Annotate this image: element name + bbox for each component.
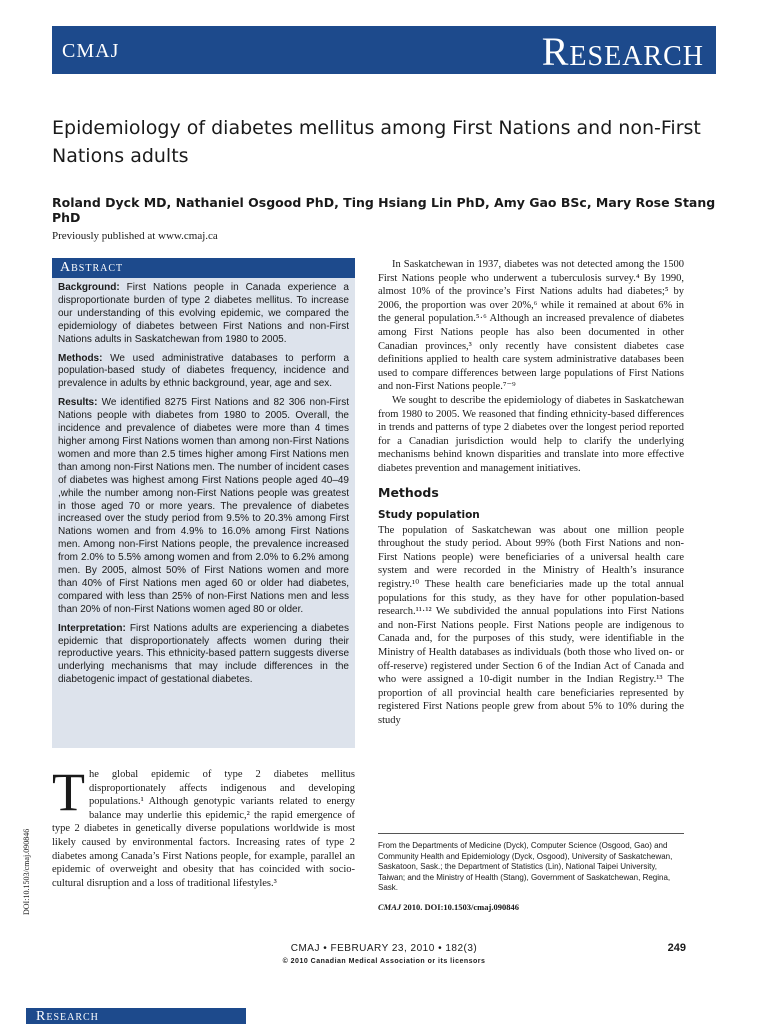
author-list: Roland Dyck MD, Nathaniel Osgood PhD, Ting Hsiang Lin PhD, Amy Gao BSc, Mary Rose Stang PhD [52, 195, 716, 225]
page-number: 249 [667, 942, 686, 954]
background-text: First Nations people in Canada experience a disproportionate burden of type 2 diabetes mellitus. To increase our understanding of this evolving epidemic, we compared the epidemiology of diabetes between First Nations and non-First Nations adults in Saskatchewan from 1980 to 2005. [58, 282, 349, 345]
abstract-methods [58, 353, 349, 392]
copyright-notice: © 2010 Canadian Medical Association or its licensors [282, 958, 486, 965]
side-doi-text: DOI:10.1503/cmaj.090846 [22, 828, 31, 915]
results-label: Results: [58, 397, 98, 409]
body-paragraph-2: We sought to describe the epidemiology of diabetes in Saskatchewan from 1980 to 2005. We reasoned that finding ethnicity-based differences in trends and patterns of type 2 diabetes over the longest period reported for a Canadian jurisdiction would help to clarify the underlying mechanisms behind known disparities and translate into more effective diabetes prevention and management initiatives. [378, 394, 684, 474]
background-label: Background: [58, 282, 120, 293]
abstract-results [58, 397, 349, 616]
previously-published-note: Previously published at www.cmaj.ca [52, 230, 218, 242]
abstract-background [58, 282, 349, 347]
interpretation-text: First Nations adults are experiencing a diabetes epidemic that disproportionately affects women during their reproductive years. This ethnicity-based pattern suggests diverse underlying mechanisms that may include differences in the diabetogenic impact of gestational diabetes. [58, 622, 349, 686]
article-title: Epidemiology of diabetes mellitus among First Nations and non-First Nations adults [52, 117, 701, 167]
side-doi [22, 815, 34, 915]
methods-text: We used administrative databases to perform a population-based study of diabetes frequency, incidence and prevalence in adults by ethnic background, year, age and sex. [58, 352, 349, 390]
journal-name: CMAJ [62, 40, 120, 62]
abstract-interpretation [58, 623, 349, 688]
methods-label: Methods: [58, 352, 103, 364]
methods-heading: Methods [378, 484, 439, 500]
abstract-box [52, 258, 355, 748]
section-name: Research [541, 29, 704, 74]
page-footer: CMAJ • FEBRUARY 23, 2010 • 182(3) [290, 943, 478, 954]
intro-text: he global epidemic of type 2 diabetes mellitus disproportionately affects indigenous and developing populations.¹ Although genotypic variants related to energy balance may underlie this epidemic,² the rapid emergence of type 2 diabetes in genetically diverse populations worldwide is most likely caused by environmental factors. Increasing rates of type 2 diabetes among Canada’s First Nations people, for example, parallel an epidemic of overweight and obesity that has coincided with socio-cultural disruption and a loss of traditional lifestyles.³ [52, 769, 355, 889]
citation-line [378, 902, 519, 912]
intro-paragraph [52, 762, 355, 890]
body-paragraph-3: The population of Saskatchewan was about one million people throughout the study period. About 99% (both First Nations and non-First Nations people) were beneficiaries of a universal health care system and were recorded in the Ministry of Health’s insurance registry.¹⁰ These health care beneficiaries made up the total annual populations for this study, as they have for other population-based research.¹¹·¹² We subdivided the annual populations into First Nations and non-First Nations people. First Nations people are indigenous to Canada and, for the purposes of this study, were identifiable in the Ministry of Health databases as individuals (both those who lived on- or off-reserve) registered under Section 6 of the Indian Act of Canada and who were assigned a 10-digit number in the Indian Registry.¹³ The proportion of all provincial health care beneficiaries represented by registered First Nations people grew from about 5% to 10% during the study [378, 524, 684, 726]
abstract-body [52, 278, 355, 687]
abstract-heading: Abstract [52, 258, 355, 278]
citation-doi: 2010. DOI:10.1503/cmaj.090846 [401, 902, 519, 912]
next-page-section: Research [36, 1009, 99, 1024]
study-population-heading: Study population [378, 509, 480, 522]
affiliations-footnote: From the Departments of Medicine (Dyck), Computer Science (Osgood, Gao) and Community Health and Epidemiology (Dyck, Osgood), University of Saskatchewan, Saskatoon, Sask.; the Department of Statistics (Lin), National Taipei University, Taiwan; and the Ministry of Health (Stang), Government of Saskatchewan, Regina, Sask. [378, 841, 673, 893]
journal-banner [52, 26, 716, 74]
drop-cap: T [52, 762, 85, 822]
footnote-rule [378, 833, 684, 834]
citation-journal: CMAJ [378, 902, 402, 912]
results-text: We identified 8275 First Nations and 82 306 non-First Nations people with diabetes from 1980 to 2005. Overall, the incidence and prevalence of diabetes were more than 4 times higher among First Nations women than among non-First Nations women and more than 2.5 times higher among First Nations men than among non-First Nations men. The number of incident cases of diabetes was highest among First Nations people aged 40–49 ,while the number among non-First Nations people was greatest in those aged 70 or more years. The prevalence of diabetes increased over the study period from 9.5% to 20.3% among First Nations women and from 4.9% to 16.0% among First Nations men. Among non-First Nations people, the prevalence increased from 2.0% to 5.5% among women and from 2.0% to 6.2% among men. By 2005, almost 50% of First Nations women and more than 40% of First Nations men aged 60 or older had diabetes, compared with less than 25% of non-First Nations men and less than 20% of non-First Nations women aged 80 or older. [58, 397, 349, 615]
interpretation-label: Interpretation: [58, 622, 126, 634]
right-column [378, 258, 684, 728]
body-paragraph-1: In Saskatchewan in 1937, diabetes was not detected among the 1500 First Nations people who underwent a tuberculosis survey.⁴ By 1990, almost 10% of the province’s First Nations adults had diabetes;⁵ by 2006, the proportion was over 20%,⁶ while it remained at about 6% in the general population.⁵·⁶ Although an increased prevalence of diabetes among First Nations people has also been documented in other Canadian provinces,³ only recently have consistent diabetes case definitions applied to health care system administrative databases been used to compare differences between large populations of First Nations and non-First Nations people.⁷⁻⁹ [378, 259, 684, 393]
next-page-banner [26, 1008, 246, 1024]
